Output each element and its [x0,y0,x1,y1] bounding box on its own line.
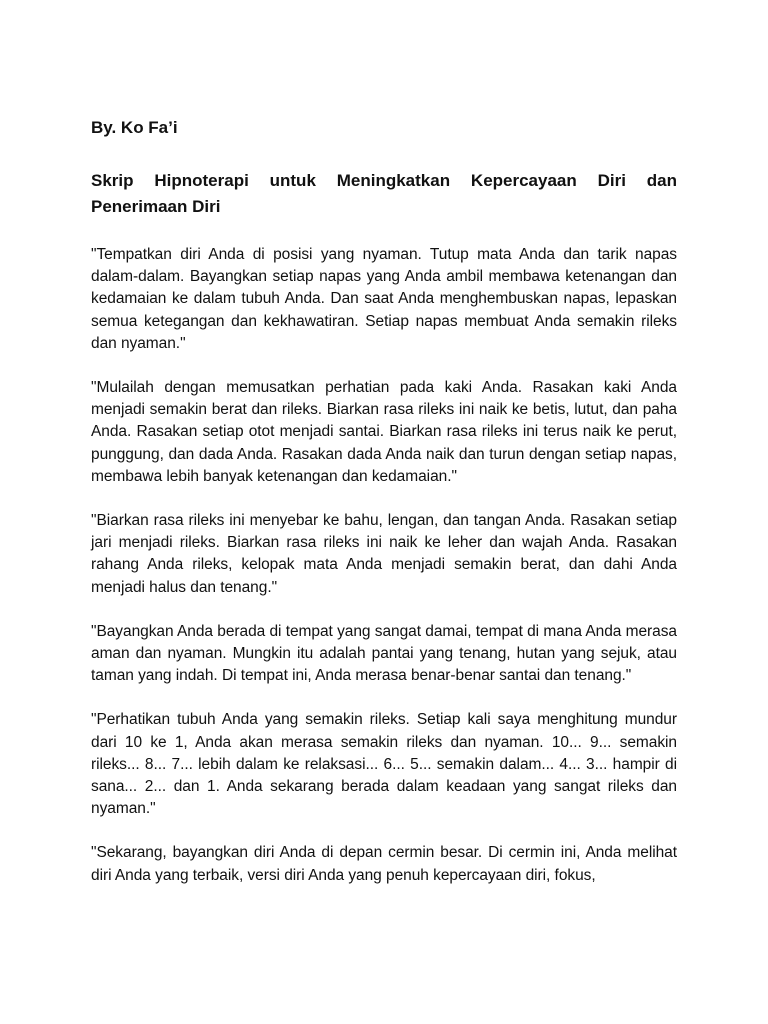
paragraph-4: "Bayangkan Anda berada di tempat yang sangat damai, tempat di mana Anda merasa aman dan nyaman. Mungkin itu adalah pantai yang tenang, hutan yang sejuk, atau taman yang indah. Di tempat ini, Anda merasa benar-benar santai dan tenang." [91,622,677,685]
paragraph-5: "Perhatikan tubuh Anda yang semakin rileks. Setiap kali saya menghitung mundur dari 10 ke 1, Anda akan merasa semakin rileks dan nyaman. 10... 9... semakin rileks... 8... 7... lebih dalam ke relaksasi... 6... 5... semakin dalam... 4... 3... hampir di sana... 2... dan 1. Anda sekarang berada dalam keadaan yang sangat rileks dan nyaman." [91,711,677,818]
document-title: Skrip Hipnoterapi untuk Meningkatkan Kepercayaan Diri dan Penerimaan Diri [91,171,677,216]
author-byline: By. Ko Fa’i [91,118,178,137]
paragraph-2: "Mulailah dengan memusatkan perhatian pada kaki Anda. Rasakan kaki Anda menjadi semakin berat dan rileks. Biarkan rasa rileks ini naik ke betis, lutut, dan paha Anda. Rasakan setiap otot menjadi santai. Biarkan rasa rileks ini terus naik ke perut, punggung, dan dada Anda. Rasakan dada Anda naik dan turun dengan setiap napas, membawa lebih banyak ketenangan dan kedamaian." [91,379,677,485]
paragraph-3: "Biarkan rasa rileks ini menyebar ke bahu, lengan, dan tangan Anda. Rasakan setiap jari menjadi rileks. Biarkan rasa rileks ini naik ke leher dan wajah Anda. Rasakan rahang Anda rileks, kelopak mata Anda menjadi semakin berat, dan dahi Anda menjadi halus dan tenang." [91,512,677,596]
paragraph-1: "Tempatkan diri Anda di posisi yang nyaman. Tutup mata Anda dan tarik napas dalam-dalam. Bayangkan setiap napas yang Anda ambil membawa ketenangan dan kedamaian ke dalam tubuh Anda. Dan saat Anda menghembuskan napas, lepaskan semua ketegangan dan kekhawatiran. Setiap napas membuat Anda semakin rileks dan nyaman." [91,246,677,352]
paragraph-6: "Sekarang, bayangkan diri Anda di depan cermin besar. Di cermin ini, Anda melihat diri Anda yang terbaik, versi diri Anda yang penuh kepercayaan diri, fokus, [91,844,677,884]
